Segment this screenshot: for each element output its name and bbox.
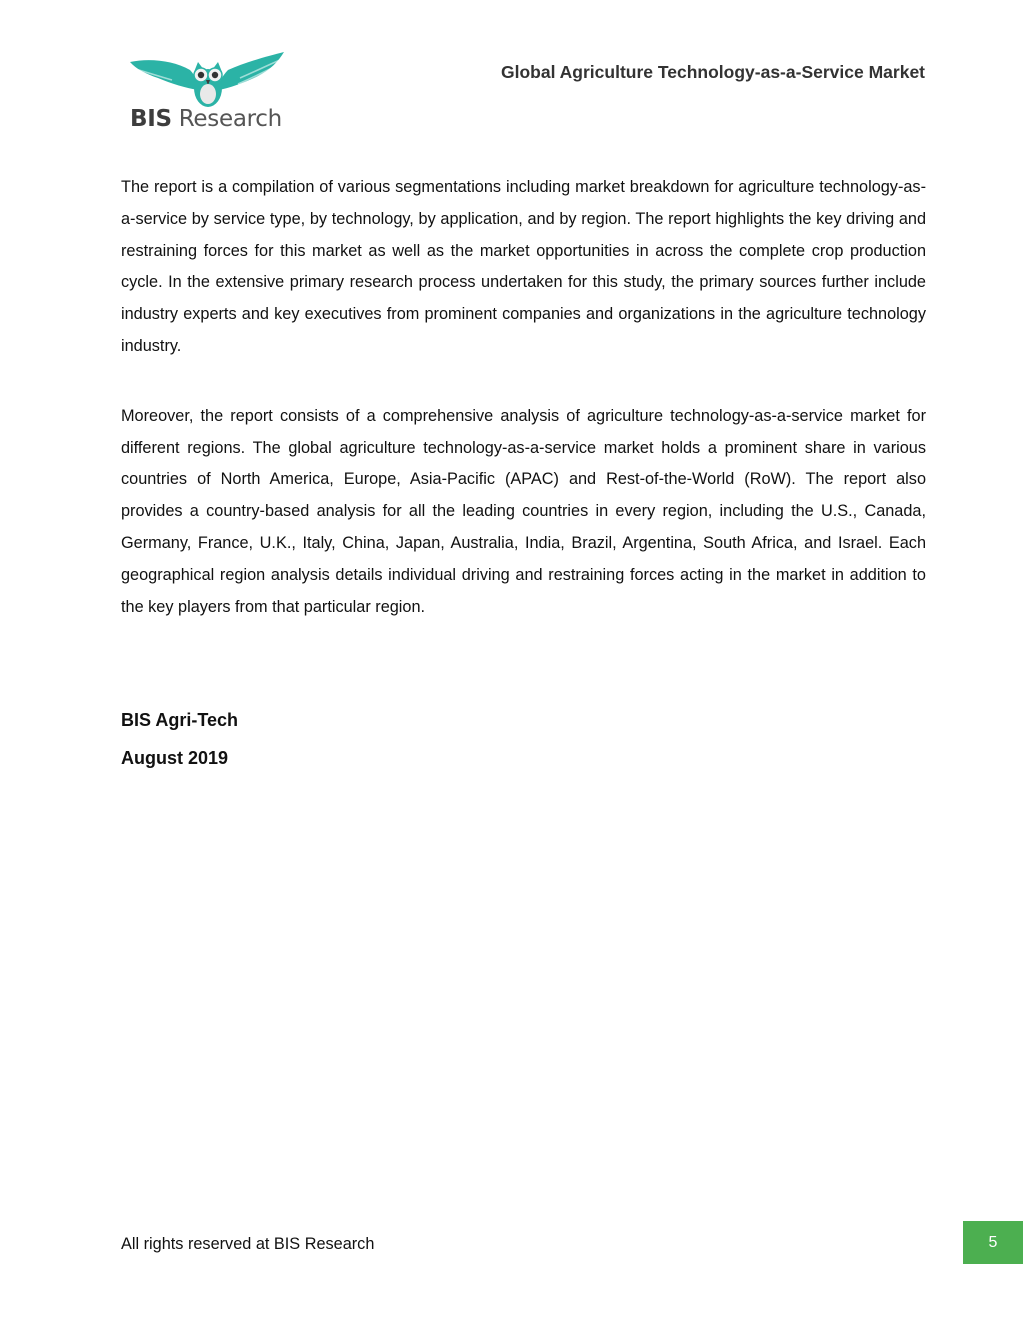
report-title: Global Agriculture Technology-as-a-Service Market [501,62,925,82]
bis-research-logo [128,50,288,142]
page-number-badge: 5 [963,1221,1023,1264]
owl-icon [128,50,288,110]
footer-rights: All rights reserved at BIS Research [121,1235,375,1253]
logo-wordmark [130,106,282,132]
paragraph-regional: Moreover, the report consists of a comprehensive analysis of agriculture technology-as-a-service market for different regions. The global agriculture technology-as-a-service market holds a prominent share in various countries of North America, Europe, Asia-Pacific (APAC) and Rest-of-the-World (RoW). The report also provides a country-based analysis for all the leading countries in every region, including the U.S., Canada, Germany, France, U.K., Italy, China, Japan, Australia, India, Brazil, Argentina, South Africa, and Israel. Each geographical region analysis details individual driving and restraining forces acting in the market in addition to the key players from that particular region. [121,406,926,616]
signature-block [121,701,238,777]
paragraph-intro: The report is a compilation of various segmentations including market breakdown for agriculture technology-as-a-service by service type, by technology, by application, and by region. The report highlights the key driving and restraining forces for this market as well as the market opportunities in across the complete crop production cycle. In the extensive primary research process undertaken for this study, the primary sources further include industry experts and key executives from prominent companies and organizations in the agriculture technology industry. [121,178,926,355]
report-body [121,172,926,661]
logo-brand-suffix: Research [178,106,282,132]
signature-date: August 2019 [121,748,229,768]
signature-team: BIS Agri-Tech [121,710,239,730]
logo-brand: BIS [130,106,172,132]
